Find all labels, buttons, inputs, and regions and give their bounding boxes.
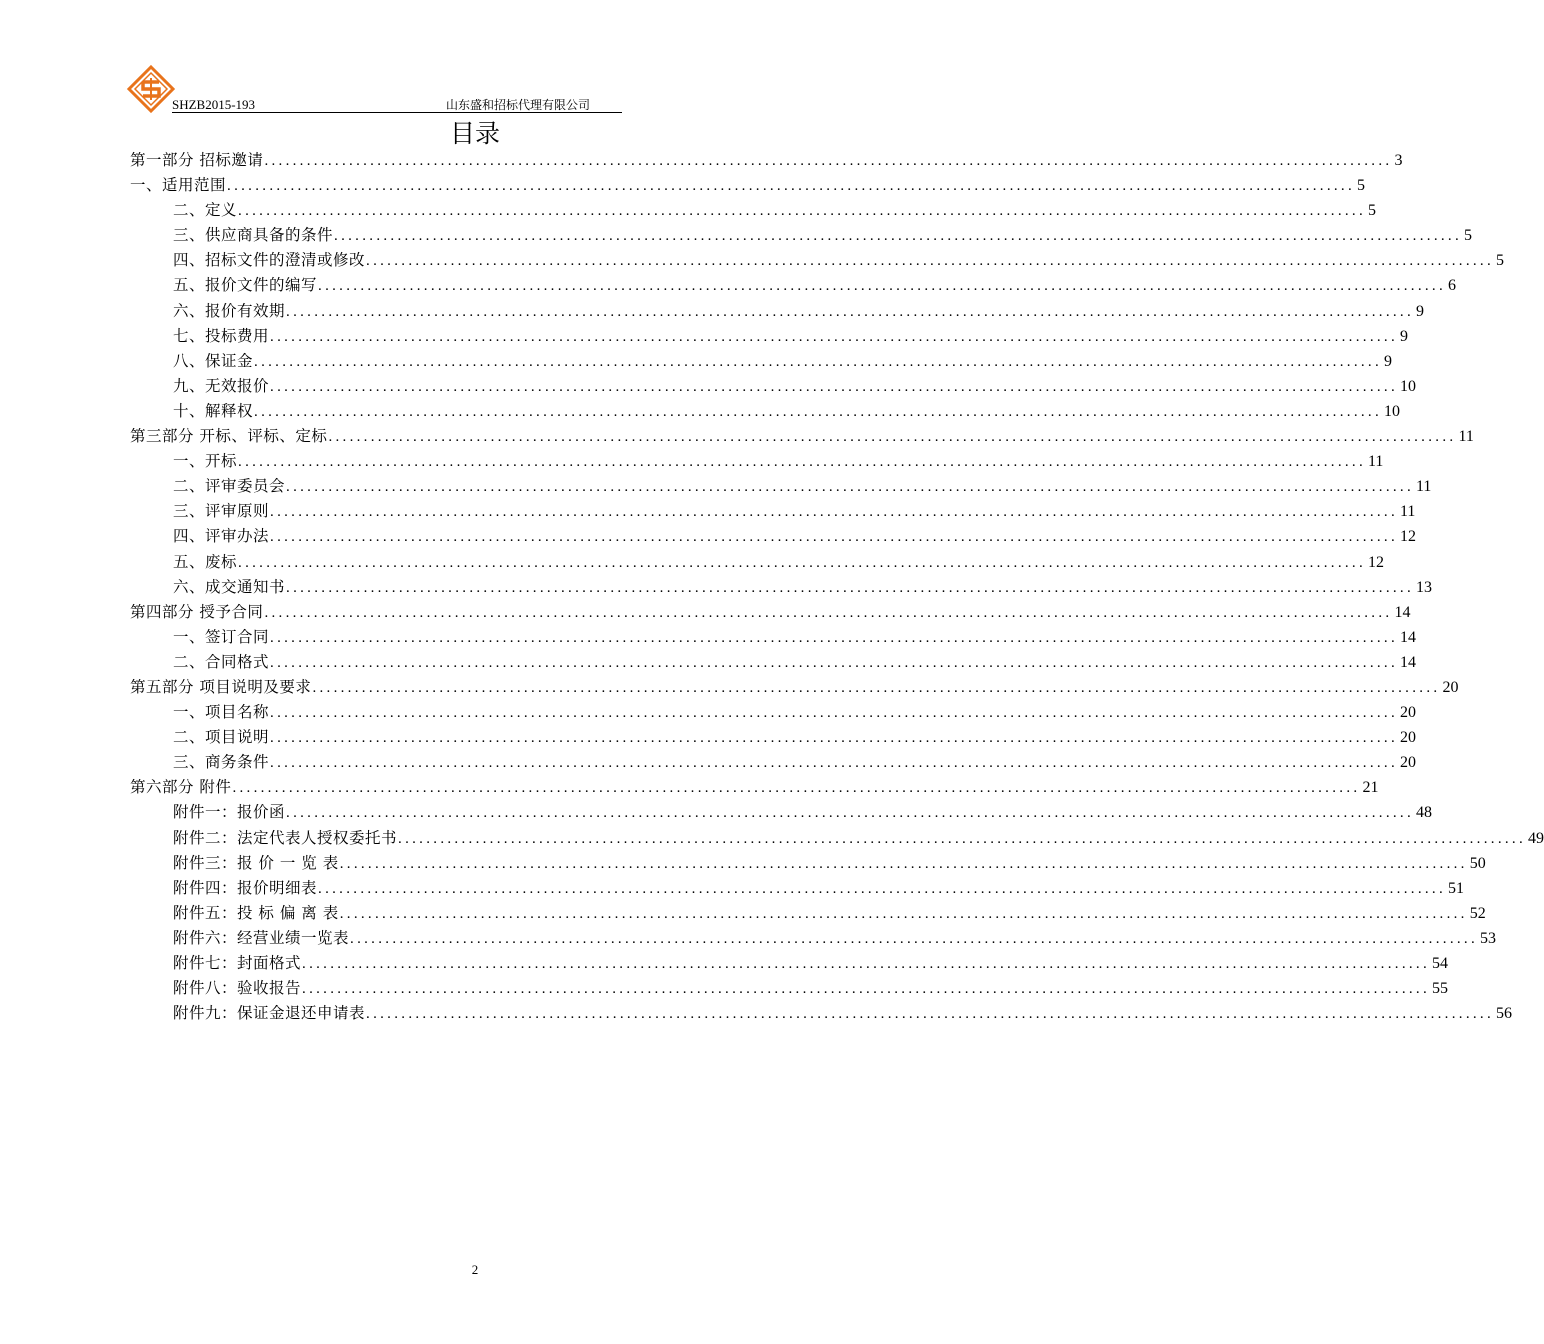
toc-entry-label: 第一部分 招标邀请 [130,151,264,169]
toc-dot-leader: ................................................................................................................................................................ [366,1006,1495,1023]
toc-entry-page: 48 [1416,804,1433,822]
toc-entry-page: 56 [1496,1005,1513,1023]
toc-dot-leader: ................................................................................................................................................................ [286,303,1415,320]
toc-entry-label: 附件八：验收报告 [173,979,302,998]
toc-entry-label: 第六部分 附件 [130,778,232,797]
toc-dot-leader: ................................................................................................................................................................ [318,278,1447,295]
toc-dot-leader: ................................................................................................................................................................ [339,855,1468,872]
header-rule [172,112,622,113]
toc-entry-page: 12 [1368,553,1385,571]
toc-entry-page: 9 [1384,352,1393,370]
toc-entry-page: 9 [1416,302,1425,320]
toc-entry[interactable] [130,976,1449,1001]
toc-entry-label: 第五部分 项目说明及要求 [130,677,312,696]
toc-entry-label: 二、合同格式 [173,652,270,671]
toc-entry[interactable] [130,424,1474,449]
toc-entry-page: 50 [1469,854,1486,872]
toc-dot-leader: ................................................................................................................................................................ [238,203,1367,220]
toc-entry[interactable] [130,901,1486,926]
toc-dot-leader: ................................................................................................................................................................ [302,981,1431,998]
toc-entry-label: 附件四：报价明细表 [173,878,318,897]
toc-entry-label: 附件五：投 标 偏 离 表 [173,903,339,922]
toc-entry[interactable] [130,449,1384,474]
toc-entry-label: 七、投标费用 [173,326,270,345]
toc-entry-label: 附件二：法定代表人授权委托书 [173,828,398,847]
toc-entry-page: 11 [1400,503,1416,521]
toc-entry-page: 10 [1400,377,1417,395]
toc-entry-page: 14 [1394,603,1411,621]
toc-entry-page: 21 [1362,779,1379,797]
toc-dot-leader: ................................................................................................................................................................ [270,504,1399,521]
toc-entry-label: 一、开标 [173,452,238,471]
toc-entry-label: 二、定义 [173,201,238,220]
toc-dot-leader: ................................................................................................................................................................ [302,956,1431,972]
toc-entry-label: 五、报价文件的编写 [173,276,318,295]
toc-entry-label: 十、解释权 [173,401,254,420]
toc-entry-label: 三、评审原则 [173,502,270,521]
toc-entry[interactable] [130,926,1497,951]
toc-dot-leader: ................................................................................................................................................................ [318,880,1447,897]
toc-entry[interactable] [130,273,1457,298]
toc-entry-label: 四、评审办法 [173,527,270,546]
toc-dot-leader: ................................................................................................................................................................ [254,403,1383,420]
toc-dot-leader: ................................................................................................................................................................ [339,905,1468,922]
toc-entry[interactable] [130,650,1417,675]
toc-entry[interactable] [130,625,1417,650]
toc-entry[interactable] [130,324,1409,349]
toc-entry-label: 第四部分 授予合同 [130,602,264,621]
toc-entry[interactable] [130,575,1433,600]
toc-entry-label: 九、无效报价 [173,376,270,395]
toc-dot-leader: ................................................................................................................................................................ [270,705,1399,722]
toc-entry[interactable] [130,700,1417,725]
toc-dot-leader: ................................................................................................................................................................ [286,805,1415,822]
toc-dot-leader: ................................................................................................................................................................ [270,328,1399,345]
toc-entry-page: 11 [1368,453,1384,471]
toc-entry-page: 52 [1469,904,1486,922]
toc-dot-leader: ................................................................................................................................................................ [334,228,1463,245]
toc-entry[interactable] [130,951,1449,976]
toc-entry-page: 49 [1528,829,1544,847]
toc-dot-leader: ................................................................................................................................................................ [286,479,1415,496]
toc-entry[interactable] [130,750,1417,775]
toc-dot-leader: ................................................................................................................................................................ [232,780,1361,797]
toc-entry-page: 20 [1400,729,1417,747]
doc-code: SHZB2015-193 [172,97,256,112]
toc-dot-leader: ................................................................................................................................................................ [398,830,1527,847]
toc-dot-leader: ................................................................................................................................................................ [270,629,1399,646]
toc-dot-leader: ................................................................................................................................................................ [270,378,1399,395]
toc-dot-leader: ................................................................................................................................................................ [328,429,1457,446]
toc-entry-page: 14 [1400,653,1417,671]
toc-entry[interactable] [130,600,1411,625]
toc-entry[interactable] [130,876,1465,901]
toc-entry-page: 9 [1400,327,1409,345]
toc-entry[interactable] [130,223,1473,248]
toc-entry-page: 14 [1400,628,1417,646]
toc-entry-label: 四、招标文件的澄清或修改 [173,251,366,270]
toc-title: 目录 [449,119,500,148]
toc-entry[interactable] [130,173,1366,198]
toc-entry[interactable] [130,299,1425,324]
toc-entry-page: 5 [1496,252,1505,270]
toc-entry-label: 六、报价有效期 [173,301,286,320]
toc-entry-page: 10 [1384,402,1401,420]
toc-dot-leader: ................................................................................................................................................................ [350,930,1479,947]
toc-entry-page: 51 [1448,879,1465,897]
toc-dot-leader: ................................................................................................................................................................ [238,454,1367,471]
toc-entry-page: 5 [1368,202,1377,220]
toc-entry-page: 53 [1480,929,1497,947]
toc-entry-label: 附件九：保证金退还申请表 [173,1004,366,1023]
toc-entry-label: 一、适用范围 [130,176,227,195]
toc-dot-leader: ................................................................................................................................................................ [270,654,1399,671]
toc-dot-leader: ................................................................................................................................................................ [270,529,1399,546]
company-name: 山东盛和招标代理有限公司 [446,98,591,112]
toc-entry-page: 54 [1432,955,1449,972]
toc-entry-page: 11 [1416,478,1432,496]
toc-dot-leader: ................................................................................................................................................................ [264,153,1393,169]
table-of-contents [130,148,1544,1026]
toc-dot-leader: ................................................................................................................................................................ [238,554,1367,571]
toc-entry-label: 一、签订合同 [173,627,270,646]
toc-entry-page: 20 [1400,754,1417,772]
toc-entry[interactable] [130,524,1417,549]
toc-entry-label: 六、成交通知书 [173,577,286,596]
toc-entry[interactable] [130,1001,1513,1026]
toc-entry[interactable] [130,374,1417,399]
toc-entry-page: 5 [1357,177,1366,195]
toc-entry[interactable] [130,198,1377,223]
toc-dot-leader: ................................................................................................................................................................ [254,353,1383,370]
toc-entry-page: 20 [1400,704,1417,722]
shzb-logo-icon [128,66,174,112]
toc-entry[interactable] [130,725,1417,750]
toc-entry-label: 二、项目说明 [173,728,270,747]
toc-entry[interactable] [130,499,1416,524]
toc-entry[interactable] [130,349,1393,374]
toc-entry[interactable] [130,851,1486,876]
toc-entry[interactable] [130,675,1459,700]
toc-entry-label: 三、供应商具备的条件 [173,226,334,245]
toc-entry[interactable] [130,775,1379,800]
toc-dot-leader: ................................................................................................................................................................ [286,579,1415,596]
toc-entry-label: 附件三：报 价 一 览 表 [173,853,339,872]
toc-entry-label: 一、项目名称 [173,703,270,722]
toc-entry-page: 55 [1432,980,1449,998]
toc-entry[interactable] [130,550,1385,575]
toc-entry-label: 五、废标 [173,552,238,571]
toc-entry[interactable] [130,826,1544,851]
toc-dot-leader: ................................................................................................................................................................ [227,178,1356,195]
toc-entry-label: 附件七：封面格式 [173,954,302,972]
toc-entry-page: 11 [1458,428,1474,446]
toc-entry-label: 附件一：报价函 [173,803,286,822]
toc-entry-label: 二、评审委员会 [173,477,286,496]
toc-entry[interactable] [130,148,1403,173]
toc-dot-leader: ................................................................................................................................................................ [264,604,1393,621]
toc-entry-page: 5 [1464,227,1473,245]
toc-entry-label: 八、保证金 [173,351,254,370]
toc-entry-label: 附件六：经营业绩一览表 [173,928,350,947]
toc-entry-page: 6 [1448,277,1457,295]
toc-dot-leader: ................................................................................................................................................................ [312,679,1441,696]
toc-entry[interactable] [130,399,1401,424]
toc-entry-page: 12 [1400,528,1417,546]
toc-entry-label: 第三部分 开标、评标、定标 [130,427,328,446]
toc-entry[interactable] [130,800,1433,825]
toc-entry-page: 3 [1394,152,1403,169]
toc-entry[interactable] [130,248,1505,273]
toc-entry-label: 三、商务条件 [173,753,270,772]
toc-dot-leader: ................................................................................................................................................................ [270,730,1399,747]
toc-dot-leader: ................................................................................................................................................................ [270,755,1399,772]
toc-entry-page: 13 [1416,578,1433,596]
toc-entry-page: 20 [1442,678,1459,696]
toc-entry[interactable] [130,474,1432,499]
toc-dot-leader: ................................................................................................................................................................ [366,253,1495,270]
page-number: 2 [471,1262,479,1277]
